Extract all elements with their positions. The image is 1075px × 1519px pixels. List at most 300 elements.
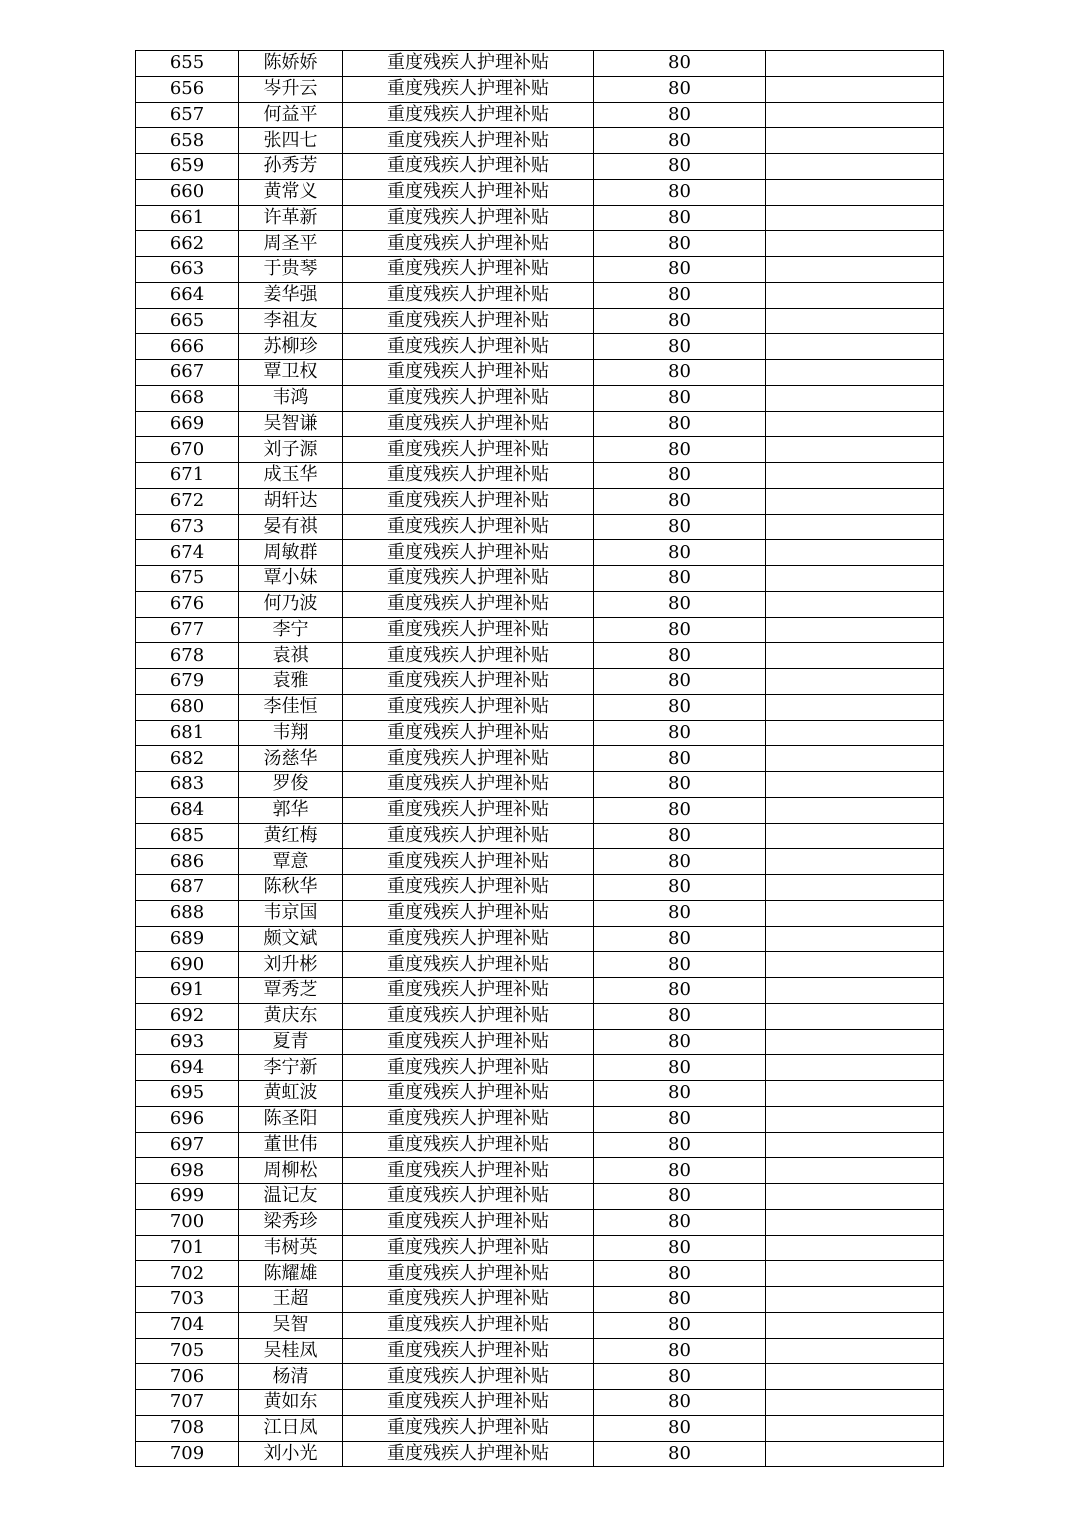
cell-remark	[766, 334, 944, 360]
cell-serial-number: 679	[136, 669, 239, 695]
cell-amount: 80	[594, 926, 766, 952]
table-row	[136, 102, 944, 128]
cell-subsidy-item: 重度残疾人护理补贴	[343, 154, 594, 180]
cell-person-name: 周敏群	[239, 540, 343, 566]
cell-serial-number: 693	[136, 1029, 239, 1055]
cell-amount: 80	[594, 1390, 766, 1416]
cell-serial-number: 703	[136, 1287, 239, 1313]
cell-subsidy-item: 重度残疾人护理补贴	[343, 1132, 594, 1158]
cell-serial-number: 675	[136, 566, 239, 592]
table-row	[136, 231, 944, 257]
cell-serial-number: 663	[136, 257, 239, 283]
cell-subsidy-item: 重度残疾人护理补贴	[343, 128, 594, 154]
cell-subsidy-item: 重度残疾人护理补贴	[343, 205, 594, 231]
cell-amount: 80	[594, 1106, 766, 1132]
cell-person-name: 覃秀芝	[239, 978, 343, 1004]
cell-amount: 80	[594, 1003, 766, 1029]
cell-serial-number: 660	[136, 179, 239, 205]
cell-remark	[766, 978, 944, 1004]
cell-remark	[766, 952, 944, 978]
cell-amount: 80	[594, 1132, 766, 1158]
cell-person-name: 覃意	[239, 849, 343, 875]
table-row	[136, 360, 944, 386]
cell-subsidy-item: 重度残疾人护理补贴	[343, 823, 594, 849]
cell-amount: 80	[594, 1184, 766, 1210]
cell-remark	[766, 1055, 944, 1081]
cell-remark	[766, 1441, 944, 1467]
table-row	[136, 900, 944, 926]
table-row	[136, 746, 944, 772]
cell-serial-number: 687	[136, 875, 239, 901]
cell-serial-number: 692	[136, 1003, 239, 1029]
cell-serial-number: 674	[136, 540, 239, 566]
cell-person-name: 胡轩达	[239, 488, 343, 514]
cell-subsidy-item: 重度残疾人护理补贴	[343, 1415, 594, 1441]
cell-remark	[766, 282, 944, 308]
cell-remark	[766, 154, 944, 180]
cell-person-name: 何乃波	[239, 591, 343, 617]
table-row	[136, 76, 944, 102]
cell-person-name: 吴桂凤	[239, 1338, 343, 1364]
cell-subsidy-item: 重度残疾人护理补贴	[343, 900, 594, 926]
cell-remark	[766, 1106, 944, 1132]
cell-subsidy-item: 重度残疾人护理补贴	[343, 231, 594, 257]
cell-subsidy-item: 重度残疾人护理补贴	[343, 1390, 594, 1416]
cell-person-name: 黄庆东	[239, 1003, 343, 1029]
cell-subsidy-item: 重度残疾人护理补贴	[343, 1158, 594, 1184]
cell-serial-number: 698	[136, 1158, 239, 1184]
cell-person-name: 黄虹波	[239, 1081, 343, 1107]
cell-amount: 80	[594, 746, 766, 772]
cell-amount: 80	[594, 1364, 766, 1390]
cell-subsidy-item: 重度残疾人护理补贴	[343, 411, 594, 437]
cell-amount: 80	[594, 823, 766, 849]
cell-serial-number: 688	[136, 900, 239, 926]
cell-remark	[766, 1184, 944, 1210]
cell-remark	[766, 643, 944, 669]
cell-serial-number: 705	[136, 1338, 239, 1364]
cell-amount: 80	[594, 385, 766, 411]
cell-remark	[766, 360, 944, 386]
table-row	[136, 308, 944, 334]
cell-person-name: 刘子源	[239, 437, 343, 463]
cell-amount: 80	[594, 102, 766, 128]
table-row	[136, 643, 944, 669]
cell-person-name: 夏青	[239, 1029, 343, 1055]
cell-subsidy-item: 重度残疾人护理补贴	[343, 1441, 594, 1467]
cell-serial-number: 676	[136, 591, 239, 617]
cell-person-name: 陈耀雄	[239, 1261, 343, 1287]
cell-person-name: 黄如东	[239, 1390, 343, 1416]
cell-serial-number: 697	[136, 1132, 239, 1158]
cell-subsidy-item: 重度残疾人护理补贴	[343, 360, 594, 386]
cell-serial-number: 669	[136, 411, 239, 437]
table-row	[136, 411, 944, 437]
cell-person-name: 黄常义	[239, 179, 343, 205]
table-row	[136, 926, 944, 952]
cell-remark	[766, 694, 944, 720]
cell-serial-number: 677	[136, 617, 239, 643]
cell-amount: 80	[594, 463, 766, 489]
cell-remark	[766, 1390, 944, 1416]
cell-subsidy-item: 重度残疾人护理补贴	[343, 1209, 594, 1235]
cell-serial-number: 662	[136, 231, 239, 257]
table-row	[136, 978, 944, 1004]
cell-remark	[766, 797, 944, 823]
table-row	[136, 591, 944, 617]
subsidy-table	[135, 50, 944, 1467]
cell-person-name: 袁雅	[239, 669, 343, 695]
cell-remark	[766, 51, 944, 77]
cell-person-name: 李宁	[239, 617, 343, 643]
cell-subsidy-item: 重度残疾人护理补贴	[343, 463, 594, 489]
cell-person-name: 江日凤	[239, 1415, 343, 1441]
cell-remark	[766, 1312, 944, 1338]
cell-remark	[766, 849, 944, 875]
cell-remark	[766, 746, 944, 772]
cell-remark	[766, 231, 944, 257]
cell-subsidy-item: 重度残疾人护理补贴	[343, 488, 594, 514]
cell-remark	[766, 566, 944, 592]
cell-serial-number: 670	[136, 437, 239, 463]
cell-person-name: 晏有祺	[239, 514, 343, 540]
cell-person-name: 黄红梅	[239, 823, 343, 849]
cell-subsidy-item: 重度残疾人护理补贴	[343, 102, 594, 128]
cell-serial-number: 668	[136, 385, 239, 411]
cell-remark	[766, 772, 944, 798]
table-row	[136, 720, 944, 746]
cell-remark	[766, 179, 944, 205]
cell-serial-number: 694	[136, 1055, 239, 1081]
cell-subsidy-item: 重度残疾人护理补贴	[343, 1287, 594, 1313]
cell-serial-number: 671	[136, 463, 239, 489]
cell-amount: 80	[594, 1081, 766, 1107]
cell-subsidy-item: 重度残疾人护理补贴	[343, 720, 594, 746]
table-row	[136, 1415, 944, 1441]
cell-serial-number: 681	[136, 720, 239, 746]
cell-serial-number: 657	[136, 102, 239, 128]
table-row	[136, 1312, 944, 1338]
cell-serial-number: 686	[136, 849, 239, 875]
cell-person-name: 陈娇娇	[239, 51, 343, 77]
cell-serial-number: 699	[136, 1184, 239, 1210]
table-row	[136, 1209, 944, 1235]
cell-subsidy-item: 重度残疾人护理补贴	[343, 1081, 594, 1107]
cell-remark	[766, 437, 944, 463]
cell-amount: 80	[594, 128, 766, 154]
cell-serial-number: 704	[136, 1312, 239, 1338]
cell-person-name: 王超	[239, 1287, 343, 1313]
cell-person-name: 颇文斌	[239, 926, 343, 952]
cell-remark	[766, 617, 944, 643]
cell-serial-number: 666	[136, 334, 239, 360]
table-row	[136, 1106, 944, 1132]
cell-subsidy-item: 重度残疾人护理补贴	[343, 1338, 594, 1364]
table-row	[136, 849, 944, 875]
cell-person-name: 刘升彬	[239, 952, 343, 978]
table-row	[136, 1132, 944, 1158]
cell-amount: 80	[594, 952, 766, 978]
cell-amount: 80	[594, 1158, 766, 1184]
cell-person-name: 罗俊	[239, 772, 343, 798]
cell-person-name: 韦树英	[239, 1235, 343, 1261]
cell-person-name: 姜华强	[239, 282, 343, 308]
cell-remark	[766, 308, 944, 334]
cell-subsidy-item: 重度残疾人护理补贴	[343, 566, 594, 592]
table-row	[136, 1261, 944, 1287]
table-row	[136, 1235, 944, 1261]
cell-subsidy-item: 重度残疾人护理补贴	[343, 1003, 594, 1029]
table-row	[136, 694, 944, 720]
cell-amount: 80	[594, 1441, 766, 1467]
cell-subsidy-item: 重度残疾人护理补贴	[343, 1029, 594, 1055]
cell-subsidy-item: 重度残疾人护理补贴	[343, 746, 594, 772]
cell-serial-number: 672	[136, 488, 239, 514]
cell-amount: 80	[594, 849, 766, 875]
cell-remark	[766, 900, 944, 926]
cell-subsidy-item: 重度残疾人护理补贴	[343, 1184, 594, 1210]
cell-remark	[766, 1081, 944, 1107]
cell-person-name: 周柳松	[239, 1158, 343, 1184]
cell-person-name: 韦翔	[239, 720, 343, 746]
cell-subsidy-item: 重度残疾人护理补贴	[343, 617, 594, 643]
cell-subsidy-item: 重度残疾人护理补贴	[343, 179, 594, 205]
cell-amount: 80	[594, 694, 766, 720]
cell-remark	[766, 926, 944, 952]
cell-amount: 80	[594, 772, 766, 798]
subsidy-table-body	[136, 51, 944, 1467]
cell-amount: 80	[594, 566, 766, 592]
cell-subsidy-item: 重度残疾人护理补贴	[343, 334, 594, 360]
table-row	[136, 282, 944, 308]
cell-subsidy-item: 重度残疾人护理补贴	[343, 849, 594, 875]
cell-serial-number: 665	[136, 308, 239, 334]
cell-person-name: 吴智	[239, 1312, 343, 1338]
cell-serial-number: 678	[136, 643, 239, 669]
table-row	[136, 566, 944, 592]
table-row	[136, 334, 944, 360]
cell-amount: 80	[594, 617, 766, 643]
cell-subsidy-item: 重度残疾人护理补贴	[343, 282, 594, 308]
cell-remark	[766, 1338, 944, 1364]
table-row	[136, 952, 944, 978]
cell-subsidy-item: 重度残疾人护理补贴	[343, 1106, 594, 1132]
cell-serial-number: 658	[136, 128, 239, 154]
cell-remark	[766, 1235, 944, 1261]
cell-subsidy-item: 重度残疾人护理补贴	[343, 540, 594, 566]
cell-remark	[766, 875, 944, 901]
cell-subsidy-item: 重度残疾人护理补贴	[343, 772, 594, 798]
cell-amount: 80	[594, 720, 766, 746]
table-row	[136, 1003, 944, 1029]
cell-serial-number: 691	[136, 978, 239, 1004]
cell-person-name: 董世伟	[239, 1132, 343, 1158]
cell-person-name: 覃卫权	[239, 360, 343, 386]
cell-amount: 80	[594, 437, 766, 463]
cell-remark	[766, 257, 944, 283]
cell-serial-number: 680	[136, 694, 239, 720]
cell-subsidy-item: 重度残疾人护理补贴	[343, 797, 594, 823]
cell-remark	[766, 720, 944, 746]
cell-person-name: 郭华	[239, 797, 343, 823]
cell-person-name: 岑升云	[239, 76, 343, 102]
cell-serial-number: 655	[136, 51, 239, 77]
cell-person-name: 何益平	[239, 102, 343, 128]
cell-person-name: 杨清	[239, 1364, 343, 1390]
cell-amount: 80	[594, 1312, 766, 1338]
cell-subsidy-item: 重度残疾人护理补贴	[343, 437, 594, 463]
cell-person-name: 梁秀珍	[239, 1209, 343, 1235]
cell-amount: 80	[594, 334, 766, 360]
cell-remark	[766, 1158, 944, 1184]
cell-person-name: 刘小光	[239, 1441, 343, 1467]
cell-serial-number: 707	[136, 1390, 239, 1416]
cell-person-name: 李佳恒	[239, 694, 343, 720]
cell-serial-number: 702	[136, 1261, 239, 1287]
cell-serial-number: 708	[136, 1415, 239, 1441]
cell-remark	[766, 1287, 944, 1313]
table-row	[136, 257, 944, 283]
table-row	[136, 617, 944, 643]
cell-amount: 80	[594, 514, 766, 540]
cell-serial-number: 701	[136, 1235, 239, 1261]
cell-remark	[766, 411, 944, 437]
cell-amount: 80	[594, 591, 766, 617]
cell-subsidy-item: 重度残疾人护理补贴	[343, 926, 594, 952]
cell-subsidy-item: 重度残疾人护理补贴	[343, 875, 594, 901]
table-row	[136, 128, 944, 154]
cell-amount: 80	[594, 179, 766, 205]
cell-subsidy-item: 重度残疾人护理补贴	[343, 643, 594, 669]
cell-person-name: 汤慈华	[239, 746, 343, 772]
cell-serial-number: 706	[136, 1364, 239, 1390]
cell-amount: 80	[594, 1415, 766, 1441]
cell-amount: 80	[594, 154, 766, 180]
cell-amount: 80	[594, 1261, 766, 1287]
cell-serial-number: 673	[136, 514, 239, 540]
cell-amount: 80	[594, 51, 766, 77]
cell-person-name: 韦京国	[239, 900, 343, 926]
cell-person-name: 张四七	[239, 128, 343, 154]
cell-amount: 80	[594, 540, 766, 566]
cell-remark	[766, 1209, 944, 1235]
cell-amount: 80	[594, 1029, 766, 1055]
cell-subsidy-item: 重度残疾人护理补贴	[343, 978, 594, 1004]
cell-remark	[766, 1415, 944, 1441]
table-row	[136, 154, 944, 180]
cell-amount: 80	[594, 488, 766, 514]
cell-subsidy-item: 重度残疾人护理补贴	[343, 385, 594, 411]
cell-subsidy-item: 重度残疾人护理补贴	[343, 308, 594, 334]
cell-subsidy-item: 重度残疾人护理补贴	[343, 1055, 594, 1081]
cell-serial-number: 696	[136, 1106, 239, 1132]
cell-serial-number: 695	[136, 1081, 239, 1107]
cell-serial-number: 659	[136, 154, 239, 180]
cell-person-name: 苏柳珍	[239, 334, 343, 360]
cell-amount: 80	[594, 308, 766, 334]
cell-remark	[766, 514, 944, 540]
cell-serial-number: 700	[136, 1209, 239, 1235]
cell-serial-number: 682	[136, 746, 239, 772]
cell-amount: 80	[594, 257, 766, 283]
cell-subsidy-item: 重度残疾人护理补贴	[343, 694, 594, 720]
table-row	[136, 1390, 944, 1416]
cell-subsidy-item: 重度残疾人护理补贴	[343, 257, 594, 283]
cell-serial-number: 709	[136, 1441, 239, 1467]
table-row	[136, 205, 944, 231]
cell-person-name: 李祖友	[239, 308, 343, 334]
table-row	[136, 1441, 944, 1467]
cell-remark	[766, 540, 944, 566]
table-row	[136, 437, 944, 463]
cell-amount: 80	[594, 1055, 766, 1081]
cell-person-name: 李宁新	[239, 1055, 343, 1081]
cell-remark	[766, 669, 944, 695]
cell-remark	[766, 102, 944, 128]
cell-subsidy-item: 重度残疾人护理补贴	[343, 514, 594, 540]
table-row	[136, 1184, 944, 1210]
cell-person-name: 孙秀芳	[239, 154, 343, 180]
cell-person-name: 韦鸿	[239, 385, 343, 411]
cell-remark	[766, 1364, 944, 1390]
table-row	[136, 488, 944, 514]
cell-amount: 80	[594, 205, 766, 231]
table-row	[136, 875, 944, 901]
table-row	[136, 1158, 944, 1184]
cell-remark	[766, 385, 944, 411]
cell-remark	[766, 488, 944, 514]
cell-amount: 80	[594, 282, 766, 308]
cell-remark	[766, 1261, 944, 1287]
cell-person-name: 陈圣阳	[239, 1106, 343, 1132]
table-row	[136, 385, 944, 411]
cell-serial-number: 690	[136, 952, 239, 978]
cell-remark	[766, 1029, 944, 1055]
table-row	[136, 823, 944, 849]
cell-subsidy-item: 重度残疾人护理补贴	[343, 51, 594, 77]
cell-serial-number: 685	[136, 823, 239, 849]
cell-remark	[766, 463, 944, 489]
cell-subsidy-item: 重度残疾人护理补贴	[343, 669, 594, 695]
cell-subsidy-item: 重度残疾人护理补贴	[343, 1364, 594, 1390]
cell-subsidy-item: 重度残疾人护理补贴	[343, 1235, 594, 1261]
cell-person-name: 于贵琴	[239, 257, 343, 283]
table-row	[136, 1287, 944, 1313]
cell-person-name: 许革新	[239, 205, 343, 231]
cell-remark	[766, 76, 944, 102]
cell-subsidy-item: 重度残疾人护理补贴	[343, 76, 594, 102]
cell-person-name: 周圣平	[239, 231, 343, 257]
table-row	[136, 772, 944, 798]
cell-amount: 80	[594, 797, 766, 823]
cell-amount: 80	[594, 1287, 766, 1313]
cell-subsidy-item: 重度残疾人护理补贴	[343, 1261, 594, 1287]
cell-serial-number: 667	[136, 360, 239, 386]
cell-amount: 80	[594, 1235, 766, 1261]
cell-person-name: 覃小妹	[239, 566, 343, 592]
cell-remark	[766, 1003, 944, 1029]
cell-serial-number: 664	[136, 282, 239, 308]
cell-amount: 80	[594, 411, 766, 437]
cell-remark	[766, 205, 944, 231]
cell-serial-number: 684	[136, 797, 239, 823]
table-row	[136, 669, 944, 695]
cell-person-name: 吴智谦	[239, 411, 343, 437]
table-row	[136, 1055, 944, 1081]
cell-serial-number: 656	[136, 76, 239, 102]
cell-amount: 80	[594, 360, 766, 386]
table-row	[136, 1364, 944, 1390]
